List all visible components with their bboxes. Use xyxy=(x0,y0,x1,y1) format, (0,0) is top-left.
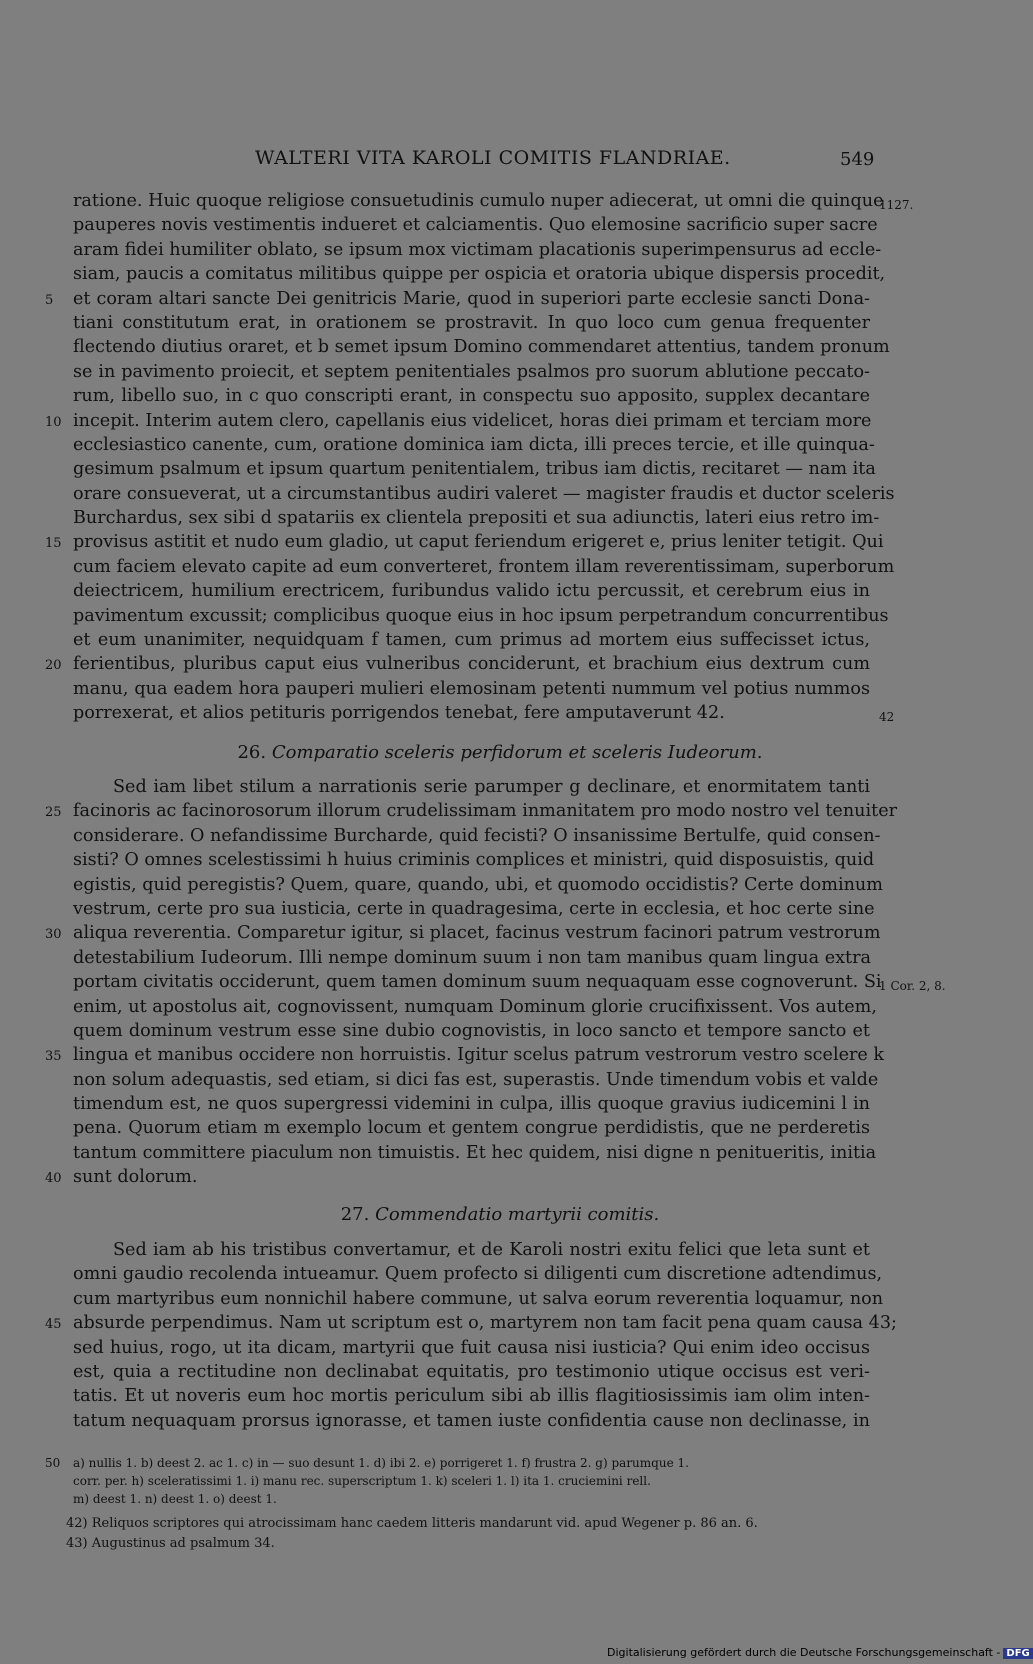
line-number: 40 xyxy=(45,1171,62,1187)
footnote-line xyxy=(73,1472,870,1490)
section-number: 27. xyxy=(340,1204,370,1225)
text-block-3 xyxy=(45,1238,897,1433)
line-text: sunt dolorum. xyxy=(73,1167,198,1188)
text-line xyxy=(73,506,880,530)
line-text: tantum committere piaculum non timuistis. Et hec quidem, nisi digne n penitueritis, initia xyxy=(73,1142,877,1163)
text-line xyxy=(73,457,876,481)
line-text: egistis, quid peregistis? Quem, quare, quando, ubi, et quomodo occidistis? Certe dominum xyxy=(73,874,883,895)
text-line xyxy=(73,1287,884,1311)
text-line xyxy=(73,482,895,506)
text-line xyxy=(45,287,870,311)
line-text: pena. Quorum etiam m exemplo locum et gentem congrue perdidistis, que ne perderetis xyxy=(73,1118,870,1139)
line-text: porrexerat, et alios petituris porrigendos tenebat, fere amputaverunt 42. xyxy=(73,703,725,724)
line-text: Burchardus, sex sibi d spatariis ex clientela prepositi et sua adiunctis, lateri eius retro im- xyxy=(73,508,880,529)
note-line: 42) Reliquos scriptores qui atrocissimam hanc caedem litteris mandarunt vid. apud Wegener p. 86 an. 6. xyxy=(66,1516,758,1531)
text-line xyxy=(73,238,882,262)
text-line xyxy=(45,530,884,554)
line-text: Sed iam ab his tristibus convertamur, et de Karoli nostri exitu felici que leta sunt et xyxy=(113,1240,870,1260)
margin-note: 1 Cor. 2, 8. xyxy=(879,979,946,994)
text-line xyxy=(73,995,877,1019)
text-line xyxy=(73,555,895,579)
text-line xyxy=(73,1262,883,1286)
line-text: manu, qua eadem hora pauperi mulieri elemosinam petenti nummum vel potius nummos xyxy=(73,678,870,699)
line-text: ratione. Huic quoque religiose consuetudinis cumulo nuper adiecerat, ut omni die quinque xyxy=(73,191,884,211)
text-line xyxy=(73,189,914,213)
text-block-1 xyxy=(45,189,914,726)
section-title: Commendatio martyrii comitis. xyxy=(375,1204,660,1225)
line-text: absurde perpendimus. Nam ut scriptum est o, martyrem non tam facit pena quam causa 43; xyxy=(73,1313,897,1334)
explanatory-notes xyxy=(66,1514,866,1554)
footnote-text: a) nullis 1. b) deest 2. ac 1. c) in — suo desunt 1. d) ibi 2. e) porrigeret 1. f) frustra 2. g) parumque 1. xyxy=(73,1456,689,1470)
line-text: timendum est, ne quos supergressi videmini in culpa, illis quoque gravius iudicemini l in xyxy=(73,1094,870,1115)
line-number: 25 xyxy=(45,805,62,821)
line-number: 20 xyxy=(45,658,62,674)
text-line xyxy=(73,1019,870,1043)
line-text: se in pavimento proiecit, et septem penitentiales psalmos pro suorum ablutione peccato- xyxy=(73,361,870,382)
line-text: et coram altari sancte Dei genitricis Marie, quod in superiori parte ecclesie sancti Dona- xyxy=(73,288,870,309)
critical-apparatus xyxy=(45,1454,870,1508)
text-line xyxy=(45,1165,870,1189)
text-line xyxy=(73,970,946,994)
text-line xyxy=(73,360,870,384)
line-text: non solum adequastis, sed etiam, si dici fas est, superastis. Unde timendum vobis et valde xyxy=(73,1069,879,1090)
text-line xyxy=(73,897,875,921)
line-text: tatum nequaquam prorsus ignorasse, et tamen iuste confidentia cause non declinasse, in xyxy=(73,1410,870,1431)
line-text: gesimum psalmum et ipsum quartum penitentialem, tribus iam dictis, recitaret — nam ita xyxy=(73,459,876,480)
line-text: facinoris ac facinorosorum illorum crudelissimam inmanitatem pro modo nostro vel tenuiter xyxy=(73,801,898,822)
page-header xyxy=(0,147,1000,177)
line-text: cum martyribus eum nonnichil habere commune, ut salva eorum reverentia loquamur, non xyxy=(73,1288,884,1309)
text-line xyxy=(73,384,870,408)
credit-text: Digitalisierung gefördert durch die Deutsche Forschungsgemeinschaft - xyxy=(607,1646,1001,1659)
text-line xyxy=(73,946,870,970)
dfg-logo-icon: DFG xyxy=(1003,1648,1032,1659)
line-text: quem dominum vestrum esse sine dubio cognovistis, in loco sancto et tempore sancto et xyxy=(73,1020,870,1041)
section-title: Comparatio sceleris perfidorum et sceleris Iudeorum. xyxy=(271,742,763,763)
line-text: ferientibus, pluribus caput eius vulneribus conciderunt, et brachium eius dextrum cum xyxy=(73,654,870,675)
line-number: 45 xyxy=(45,1317,62,1333)
section-heading-26 xyxy=(0,742,1000,763)
text-line xyxy=(73,213,878,237)
text-line xyxy=(73,848,875,872)
line-text: aram fidei humiliter oblato, se ipsum mox victimam placationis superimpensurus ad eccle- xyxy=(73,239,882,260)
text-line xyxy=(45,652,870,676)
text-line xyxy=(45,1311,897,1335)
line-text: deiectricem, humilium erectricem, furibundus valido ictu percussit, et cerebrum eius in xyxy=(73,581,870,602)
text-line xyxy=(73,1141,877,1165)
text-line xyxy=(45,799,898,823)
text-line xyxy=(73,335,890,359)
margin-note: 42 xyxy=(879,710,895,725)
line-text: detestabilium Iudeorum. Illi nempe dominum suum i non tam manibus quam lingua extra xyxy=(73,947,872,968)
line-text: siam, paucis a comitatus militibus quippe per ospicia et oratoria ubique dispersis procedit, xyxy=(73,264,886,285)
text-line xyxy=(73,1336,870,1360)
line-text: et eum unanimiter, nequidquam f tamen, cum primus ad mortem eius suffecisset ictus, xyxy=(73,630,870,651)
line-number: 35 xyxy=(45,1049,62,1065)
text-line xyxy=(73,873,883,897)
text-line xyxy=(73,604,889,628)
margin-note: 1127. xyxy=(879,198,914,212)
text-block-2 xyxy=(45,775,946,1190)
line-text: orare consueverat, ut a circumstantibus audiri valeret — magister fraudis et ductor sceleris xyxy=(73,483,895,504)
line-text: omni gaudio recolenda intueamur. Quem profecto si diligenti cum discretione adtendimus, xyxy=(73,1264,883,1285)
line-text: provisus astitit et nudo eum gladio, ut caput feriendum erigeret e, prius leniter tetigit. Qui xyxy=(73,532,884,553)
line-text: pavimentum excussit; complicibus quoque eius in hoc ipsum perpetrandum concurrentibus xyxy=(73,605,889,626)
text-line xyxy=(73,1409,870,1433)
line-text: tatis. Et ut noveris eum hoc mortis periculum sibi ab illis flagitiosissimis iam olim inten- xyxy=(73,1386,870,1407)
line-text: Sed iam libet stilum a narrationis serie parumper g declinare, et enormitatem tanti xyxy=(113,777,870,797)
text-line xyxy=(73,1360,870,1384)
line-number: 5 xyxy=(45,292,54,308)
line-text: considerare. O nefandissime Burcharde, quid fecisti? O insanissime Bertulfe, quid consen- xyxy=(73,825,881,846)
line-text: enim, ut apostolus ait, cognovissent, numquam Dominum glorie crucifixissent. Vos autem, xyxy=(73,996,877,1017)
text-line xyxy=(73,1238,870,1262)
text-line xyxy=(73,1068,879,1092)
line-text: est, quia a rectitudine non declinabat equitatis, pro testimonio utique occisus est veri- xyxy=(73,1361,870,1382)
line-text: vestrum, certe pro sua iusticia, certe in quadragesima, certe in ecclesia, et hoc certe sine xyxy=(73,898,875,919)
footnote-text: corr. per. h) sceleratissimi 1. i) manu rec. superscriptum 1. k) sceleri 1. l) ita 1. cruciemini rell. xyxy=(73,1474,651,1488)
line-text: cum faciem elevato capite ad eum converteret, frontem illam reverentissimam, superborum xyxy=(73,556,895,577)
line-text: ecclesiastico canente, cum, oratione dominica iam dicta, illi preces tercie, et ille quinqua- xyxy=(73,434,875,455)
footnote-text: m) deest 1. n) deest 1. o) deest 1. xyxy=(73,1492,277,1506)
section-heading-27 xyxy=(0,1204,1000,1225)
note-line: 43) Augustinus ad psalmum 34. xyxy=(66,1536,275,1551)
line-text: sed huius, rogo, ut ita dicam, martyrii que fuit causa nisi iusticia? Qui enim ideo occisus xyxy=(73,1337,870,1358)
text-line xyxy=(73,433,875,457)
text-line xyxy=(73,1092,870,1116)
text-line xyxy=(73,824,881,848)
text-line xyxy=(73,1116,870,1140)
text-line xyxy=(73,701,895,725)
text-line xyxy=(73,262,886,286)
line-text: flectendo diutius oraret, et b semet ipsum Domino commendaret attentius, tandem pronum xyxy=(73,337,890,358)
text-line xyxy=(73,677,870,701)
text-line xyxy=(45,1043,885,1067)
text-line xyxy=(45,409,872,433)
line-text: incepit. Interim autem clero, capellanis eius videlicet, horas diei primam et terciam more xyxy=(73,410,872,431)
line-number: 15 xyxy=(45,536,62,552)
footnote-line xyxy=(73,1490,870,1508)
digitization-credit xyxy=(607,1646,1030,1664)
line-text: aliqua reverentia. Comparetur igitur, si placet, facinus vestrum facinori patrum vestrorum xyxy=(73,923,881,944)
line-text: lingua et manibus occidere non horruistis. Igitur scelus patrum vestrorum vestro scelere k xyxy=(73,1045,885,1066)
text-line xyxy=(73,311,870,335)
text-line xyxy=(73,579,870,603)
text-line xyxy=(73,775,870,799)
footnote-line xyxy=(45,1454,870,1472)
line-text: pauperes novis vestimentis indueret et calciamentis. Quo elemosine sacrificio super sacre xyxy=(73,215,878,236)
line-text: portam civitatis occiderunt, quem tamen dominum suum nequaquam esse cognoverunt. Si xyxy=(73,972,882,993)
line-number: 30 xyxy=(45,927,62,943)
line-number: 50 xyxy=(45,1456,61,1470)
line-number: 10 xyxy=(45,414,62,430)
line-text: tiani constitutum erat, in orationem se prostravit. In quo loco cum genua frequenter xyxy=(73,312,870,333)
running-title: WALTERI VITA KAROLI COMITIS FLANDRIAE. xyxy=(255,147,731,169)
line-text: rum, libello suo, in c quo conscripti erant, in conspectu suo apposito, supplex decantare xyxy=(73,386,870,407)
section-number: 26. xyxy=(237,742,267,763)
text-line xyxy=(73,1384,870,1408)
text-line xyxy=(73,628,870,652)
line-text: sisti? O omnes scelestissimi h huius criminis complices et ministri, quid disposuistis, quid xyxy=(73,850,875,871)
page-number: 549 xyxy=(840,149,875,170)
text-line xyxy=(45,921,881,945)
